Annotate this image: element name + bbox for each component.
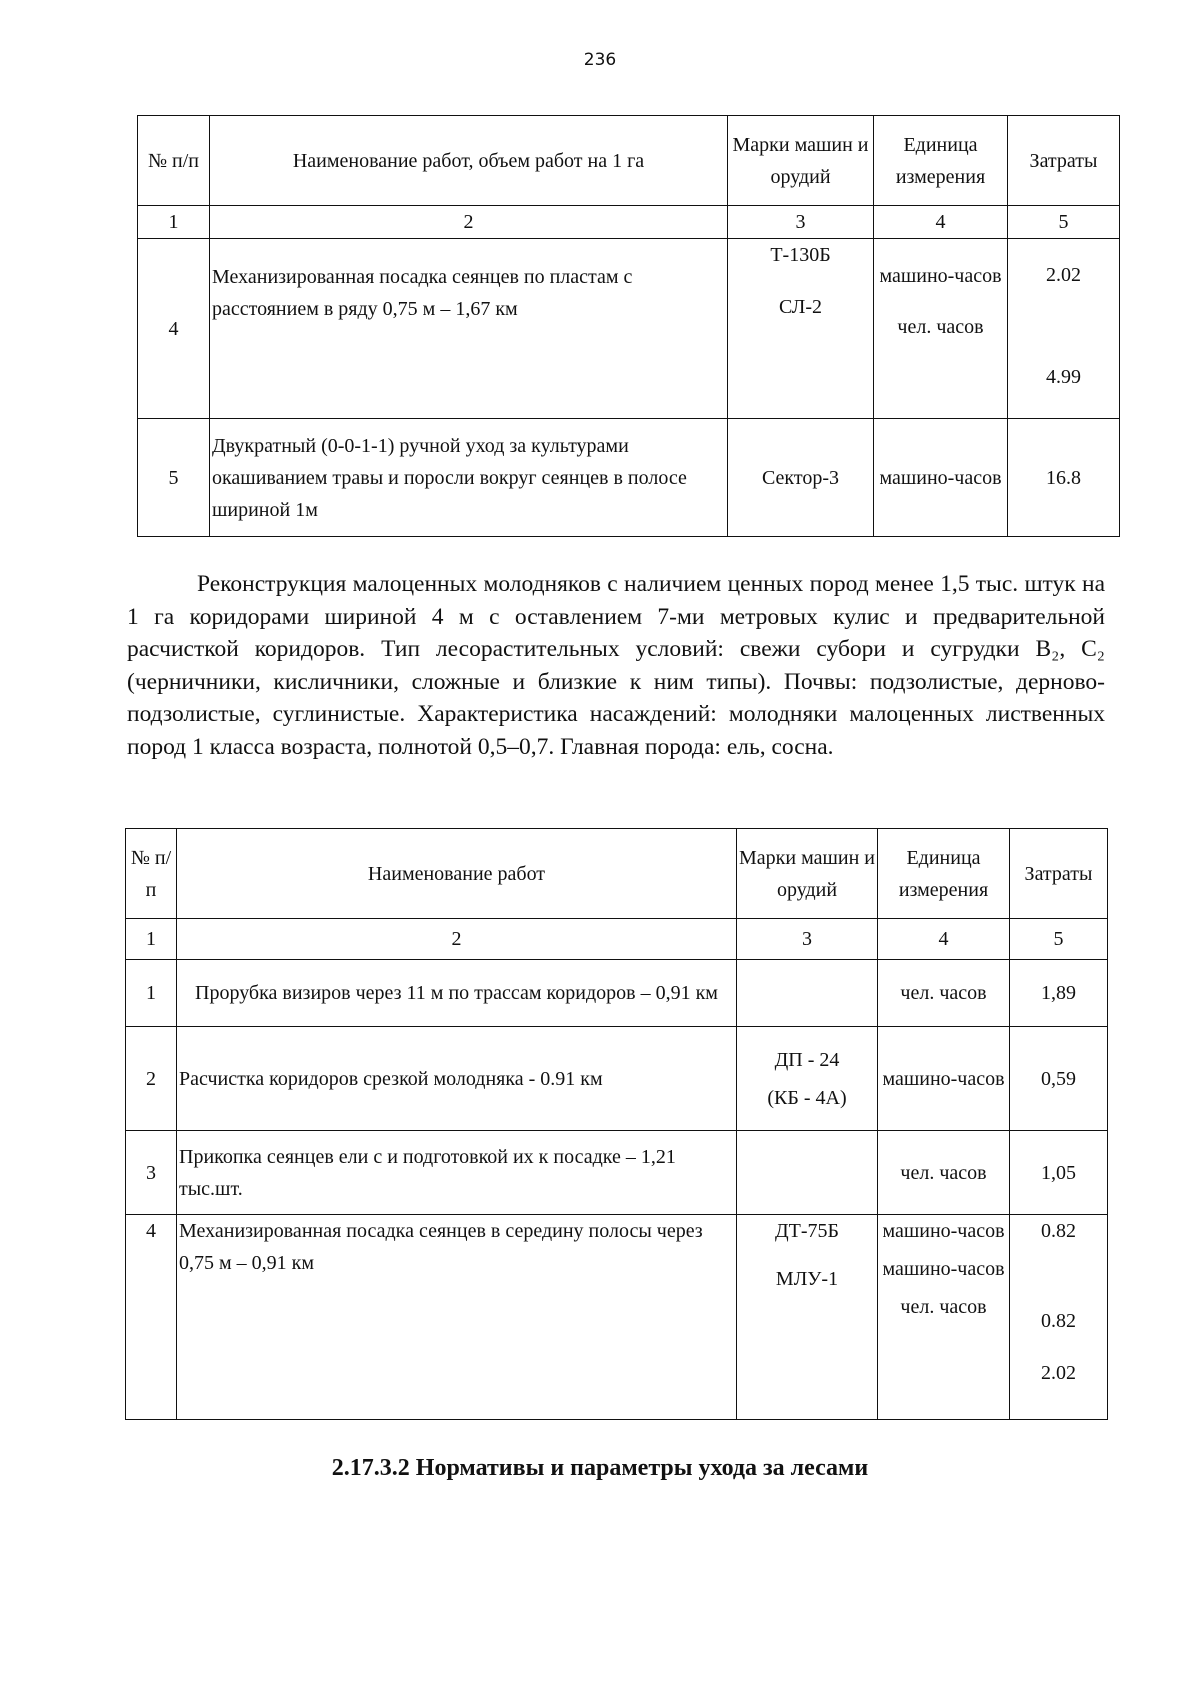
cost-value: 16.8 (1046, 466, 1081, 489)
table-row (138, 239, 1120, 419)
unit-value: чел. часов (897, 316, 984, 338)
works-table-1 (137, 115, 1120, 537)
row-costs (1010, 1131, 1108, 1215)
header-unit: Единица измерения (874, 116, 1008, 206)
header-num: № п/п (138, 116, 210, 206)
cost-value: 0.82 (1041, 1220, 1076, 1242)
row-name: Прорубка визиров через 11 м по трассам коридоров – 0,91 км (177, 960, 737, 1027)
unit-value: чел. часов (900, 1296, 987, 1318)
table-row (126, 1131, 1108, 1215)
table-row (126, 1027, 1108, 1131)
col-number: 2 (210, 206, 728, 239)
machine-mark: Сектор-3 (761, 466, 840, 489)
machine-mark: МЛУ-1 (775, 1268, 839, 1290)
unit-value: чел. часов (900, 1161, 987, 1184)
row-num: 3 (126, 1131, 177, 1215)
row-costs (1008, 239, 1120, 419)
col-number: 1 (138, 206, 210, 239)
unit-value: чел. часов (900, 982, 987, 1004)
row-units (878, 1131, 1010, 1215)
col-number: 3 (728, 206, 874, 239)
row-name: Двукратный (0-0-1-1) ручной уход за культурами окашиванием травы и поросли вокруг сеянцев в полосе шириной 1м (210, 419, 728, 537)
row-costs (1010, 960, 1108, 1027)
cost-value: 2.02 (1046, 264, 1081, 286)
row-costs (1008, 419, 1120, 537)
row-machines (737, 1131, 878, 1215)
table-row (126, 960, 1108, 1027)
header-unit: Единица измерения (878, 829, 1010, 919)
cost-value: 2.02 (1041, 1362, 1076, 1384)
row-costs (1010, 1027, 1108, 1131)
row-machines (728, 239, 874, 419)
header-cost: Затраты (1010, 829, 1108, 919)
row-units (878, 960, 1010, 1027)
cost-value: 0,59 (1041, 1067, 1076, 1090)
machine-mark: ДТ-75Б (774, 1220, 839, 1242)
row-units (878, 1027, 1010, 1131)
works-table-2 (125, 828, 1108, 1420)
unit-value: машино-часов (879, 265, 1002, 287)
row-machines (728, 419, 874, 537)
row-machines (737, 1027, 878, 1131)
header-num: № п/п (126, 829, 177, 919)
cost-value: 4.99 (1046, 366, 1081, 388)
col-number: 5 (1008, 206, 1120, 239)
machine-mark: ДП - 24 (774, 1048, 840, 1071)
unit-value: машино-часов (882, 1220, 1005, 1242)
row-units (874, 419, 1008, 537)
row-num: 4 (126, 1215, 177, 1420)
header-machines: Марки машин и орудий (728, 116, 874, 206)
col-number: 5 (1010, 919, 1108, 960)
row-costs (1010, 1215, 1108, 1420)
reconstruction-paragraph: Реконструкция малоценных молодняков с наличием ценных пород менее 1,5 тыс. штук на 1 га коридорами шириной 4 м с оставлением 7-ми метровых кулис и предварительной расчисткой коридоров. Тип лесорастительных условий: свежи субори и сугрудки В₂, С₂ (черничники, кисличники, сложные и близкие к ним типы). Почвы: подзолистые, дерново-подзолистые, суглинистые. Характеристика насаждений: молодняки малоценных лиственных пород 1 класса возраста, полнотой 0,5–0,7. Главная порода: ель, сосна. (127, 571, 1105, 760)
row-name: Механизированная посадка сеянцев по пластам с расстоянием в ряду 0,75 м – 1,67 км (210, 239, 728, 419)
row-num: 2 (126, 1027, 177, 1131)
header-name: Наименование работ, объем работ на 1 га (210, 116, 728, 206)
section-heading: 2.17.3.2 Нормативы и параметры ухода за лесами (331, 1455, 869, 1481)
row-name: Прикопка сеянцев ели с и подготовкой их к посадке – 1,21 тыс.шт. (177, 1131, 737, 1215)
table-row (126, 1215, 1108, 1420)
col-number: 4 (874, 206, 1008, 239)
row-machines (737, 1215, 878, 1420)
row-machines (737, 960, 878, 1027)
page-number: 236 (583, 50, 617, 70)
col-number: 2 (177, 919, 737, 960)
unit-value: машино-часов (882, 1258, 1005, 1280)
row-name: Расчистка коридоров срезкой молодняка - 0.91 км (177, 1027, 737, 1131)
unit-value: машино-часов (882, 1067, 1005, 1090)
unit-value: машино-часов (879, 466, 1002, 489)
header-name: Наименование работ (177, 829, 737, 919)
machine-mark: СЛ-2 (778, 296, 823, 318)
machine-mark: Т-130Б (770, 244, 831, 266)
machine-mark: (КБ - 4А) (767, 1086, 847, 1109)
row-units (874, 239, 1008, 419)
row-num: 4 (138, 239, 210, 419)
cost-value: 1,05 (1041, 1161, 1076, 1184)
col-number: 1 (126, 919, 177, 960)
header-cost: Затраты (1008, 116, 1120, 206)
cost-value: 0.82 (1041, 1310, 1076, 1332)
row-num: 1 (126, 960, 177, 1027)
col-number: 3 (737, 919, 878, 960)
cost-value: 1,89 (1041, 982, 1076, 1004)
row-num: 5 (138, 419, 210, 537)
row-units (878, 1215, 1010, 1420)
row-name: Механизированная посадка сеянцев в середину полосы через 0,75 м – 0,91 км (177, 1215, 737, 1420)
header-machines: Марки машин и орудий (737, 829, 878, 919)
col-number: 4 (878, 919, 1010, 960)
table-row (138, 419, 1120, 537)
